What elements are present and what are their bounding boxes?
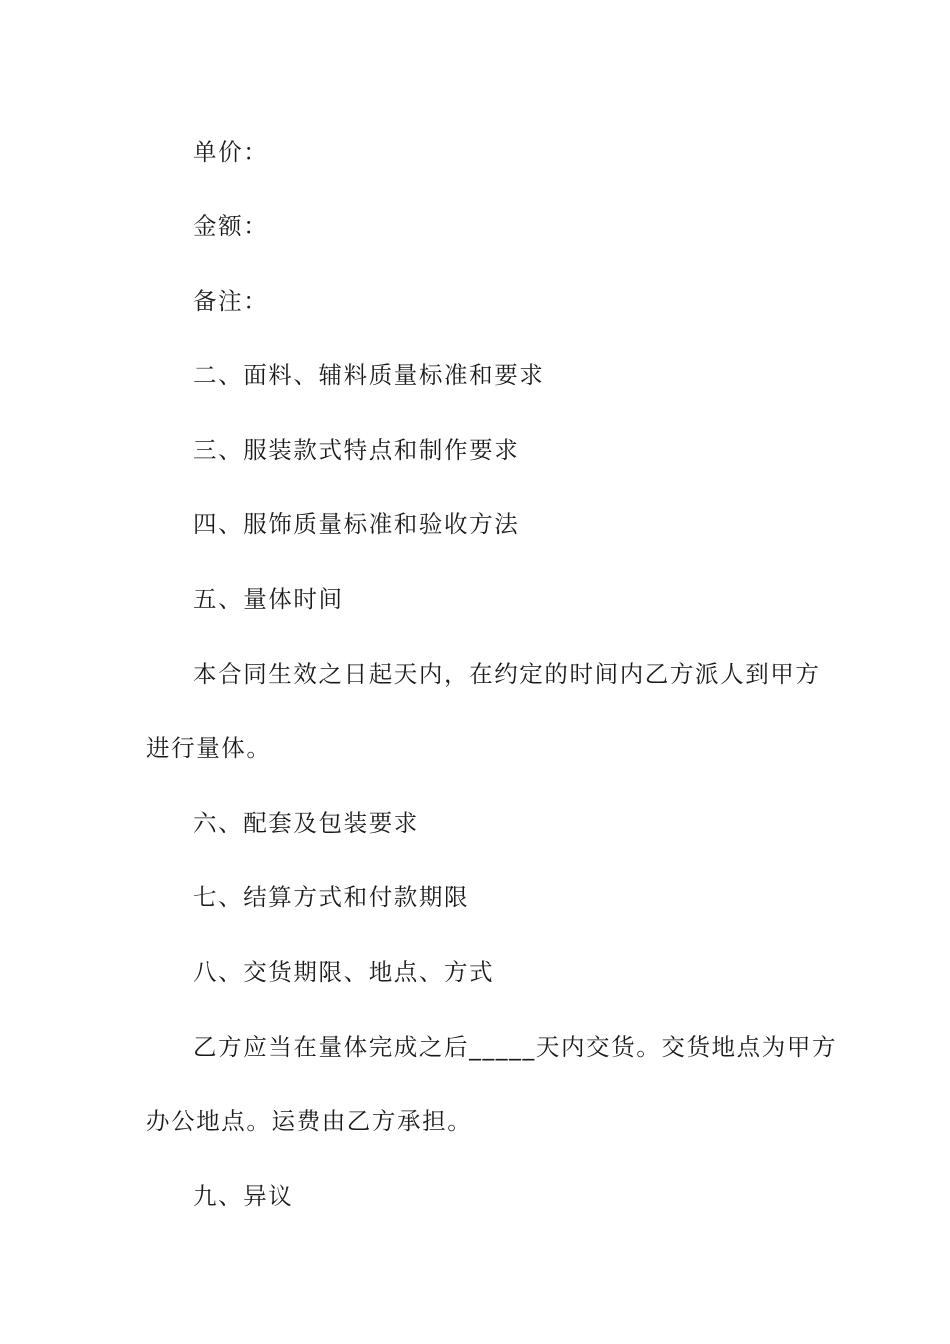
amount-label: 金额： xyxy=(193,212,269,240)
section-7-heading: 七、结算方式和付款期限 xyxy=(193,883,470,911)
section-8-paragraph-line-2: 办公地点。运费由乙方承担。 xyxy=(146,1107,473,1135)
remarks-label: 备注： xyxy=(193,287,269,315)
section-6-heading: 六、配套及包装要求 xyxy=(193,809,419,837)
section-8-paragraph-line-1: 乙方应当在量体完成之后_____天内交货。交货地点为甲方 xyxy=(193,1033,838,1061)
section-4-heading: 四、服饰质量标准和验收方法 xyxy=(193,510,520,538)
section-5-paragraph-line-1: 本合同生效之日起天内，在约定的时间内乙方派人到甲方 xyxy=(193,660,821,688)
section-3-heading: 三、服装款式特点和制作要求 xyxy=(193,436,520,464)
section-2-heading: 二、面料、辅料质量标准和要求 xyxy=(193,361,545,389)
section-8-heading: 八、交货期限、地点、方式 xyxy=(193,958,495,986)
section-9-heading: 九、异议 xyxy=(193,1182,294,1210)
section-5-heading: 五、量体时间 xyxy=(193,585,344,613)
section-5-paragraph-line-2: 进行量体。 xyxy=(146,734,272,762)
unit-price-label: 单价： xyxy=(193,138,269,166)
